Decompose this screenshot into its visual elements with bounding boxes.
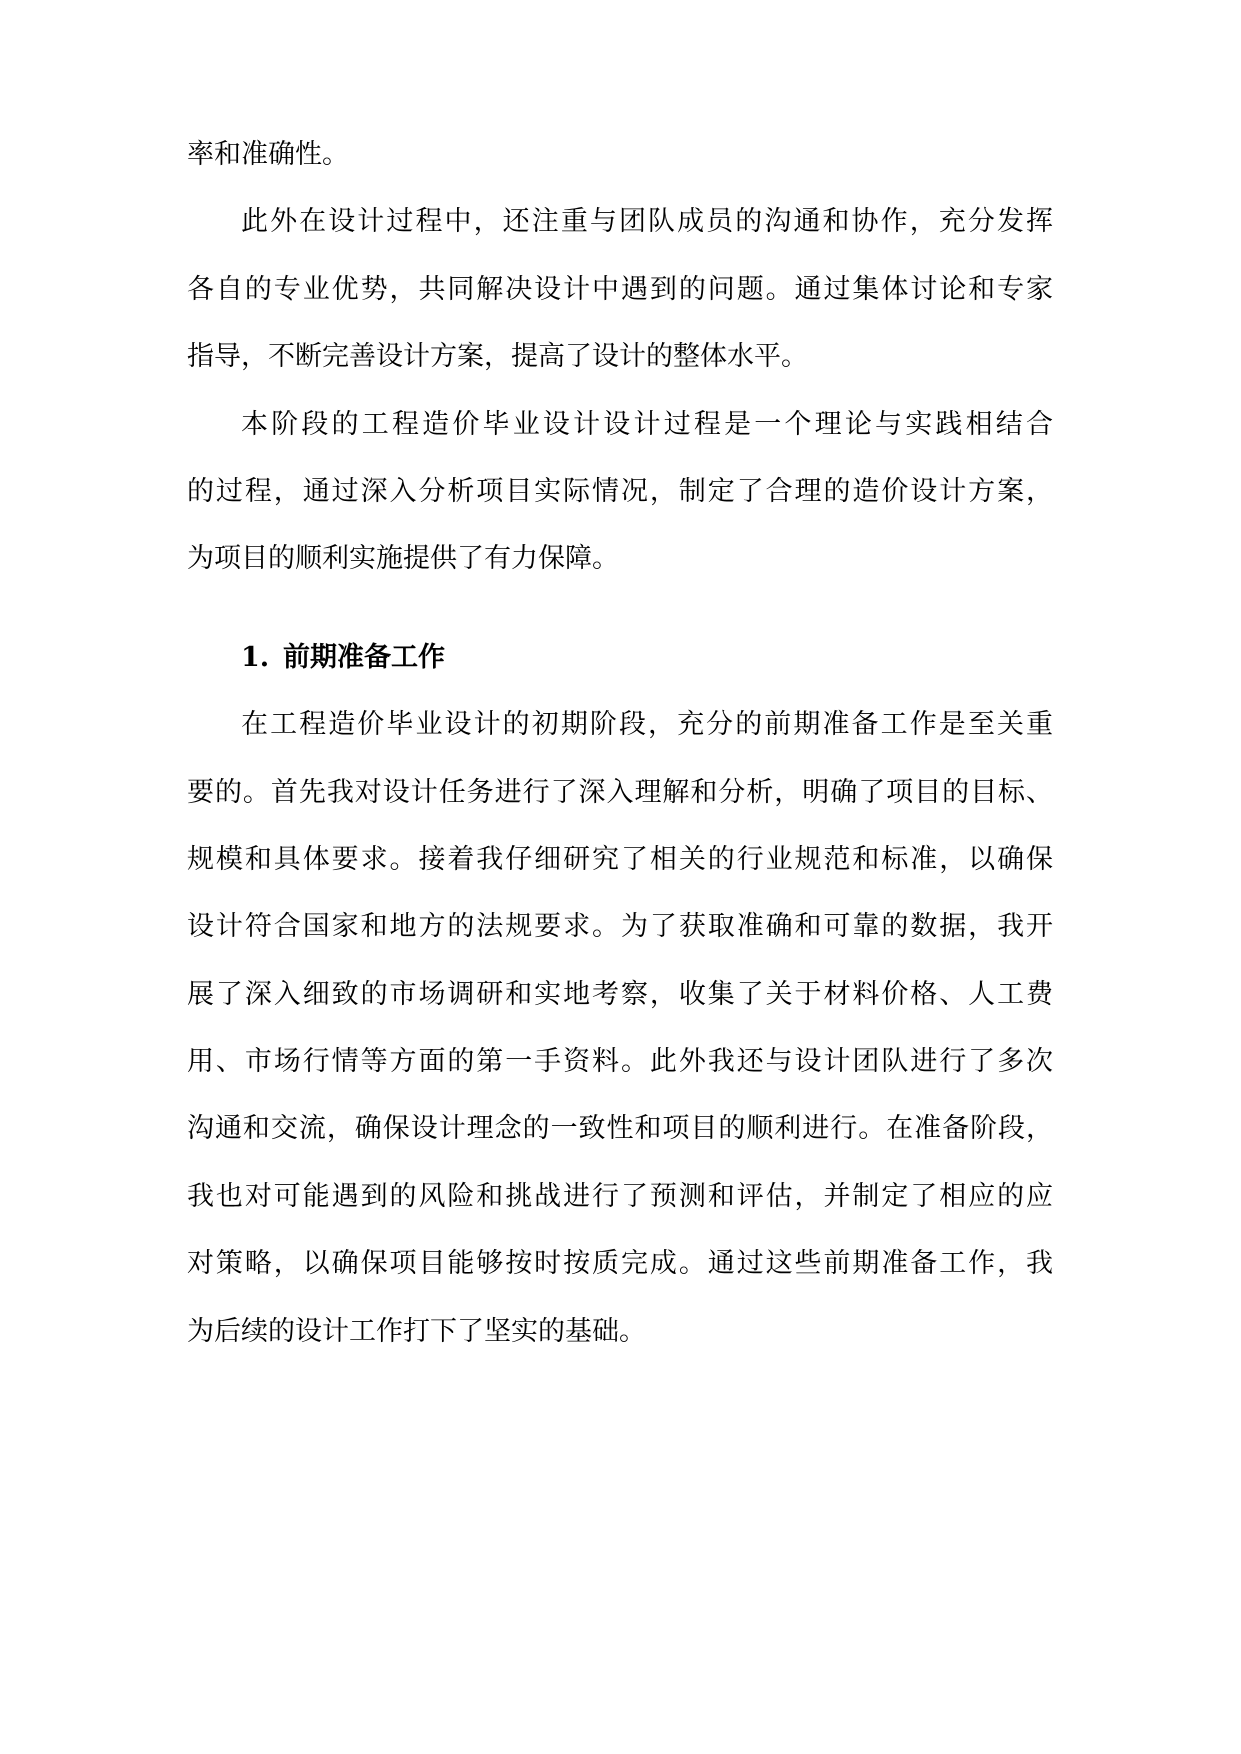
text-line: 为后续的设计工作打下了坚实的基础。 [187,1315,646,1347]
text-line: 各自的专业优势，共同解决设计中遇到的问题。通过集体讨论和专家 [187,273,1053,305]
text-line: 率和准确性。 [187,139,349,170]
body-section-before [187,133,1053,605]
paragraph [187,703,1053,1377]
text-line: 用、市场行情等方面的第一手资料。此外我还与设计团队进行了多次 [187,1046,1053,1078]
text-line: 在工程造价毕业设计的初期阶段，充分的前期准备工作是至关重 [241,709,1053,741]
section-heading [187,636,1053,703]
paragraph [187,403,1053,605]
text-line: 规模和具体要求。接着我仔细研究了相关的行业规范和标准，以确保 [187,843,1053,875]
text-line: 为项目的顺利实施提供了有力保障。 [187,543,619,575]
paragraph [187,200,1053,402]
text-line: 的过程，通过深入分析项目实际情况，制定了合理的造价设计方案， [187,475,1053,507]
text-line: 沟通和交流，确保设计理念的一致性和项目的顺利进行。在准备阶段， [187,1113,1053,1145]
text-line: 我也对可能遇到的风险和挑战进行了预测和评估，并制定了相应的应 [187,1180,1053,1212]
text-line: 展了深入细致的市场调研和实地考察，收集了关于材料价格、人工费 [187,978,1053,1010]
text-line: 指导，不断完善设计方案，提高了设计的整体水平。 [187,341,808,373]
paragraph [187,133,1053,200]
document-page [187,133,1053,1377]
text-line: 本阶段的工程造价毕业设计设计过程是一个理论与实践相结合 [241,408,1053,440]
section-title: 前期准备工作 [283,641,445,673]
text-line: 设计符合国家和地方的法规要求。为了获取准确和可靠的数据，我开 [187,911,1053,943]
body-section-after [187,703,1053,1377]
text-line: 对策略，以确保项目能够按时按质完成。通过这些前期准备工作，我 [187,1248,1053,1280]
section-number: 1. [241,641,270,673]
text-line: 此外在设计过程中，还注重与团队成员的沟通和协作，充分发挥 [241,206,1053,238]
text-line: 要的。首先我对设计任务进行了深入理解和分析，明确了项目的目标、 [187,776,1053,808]
